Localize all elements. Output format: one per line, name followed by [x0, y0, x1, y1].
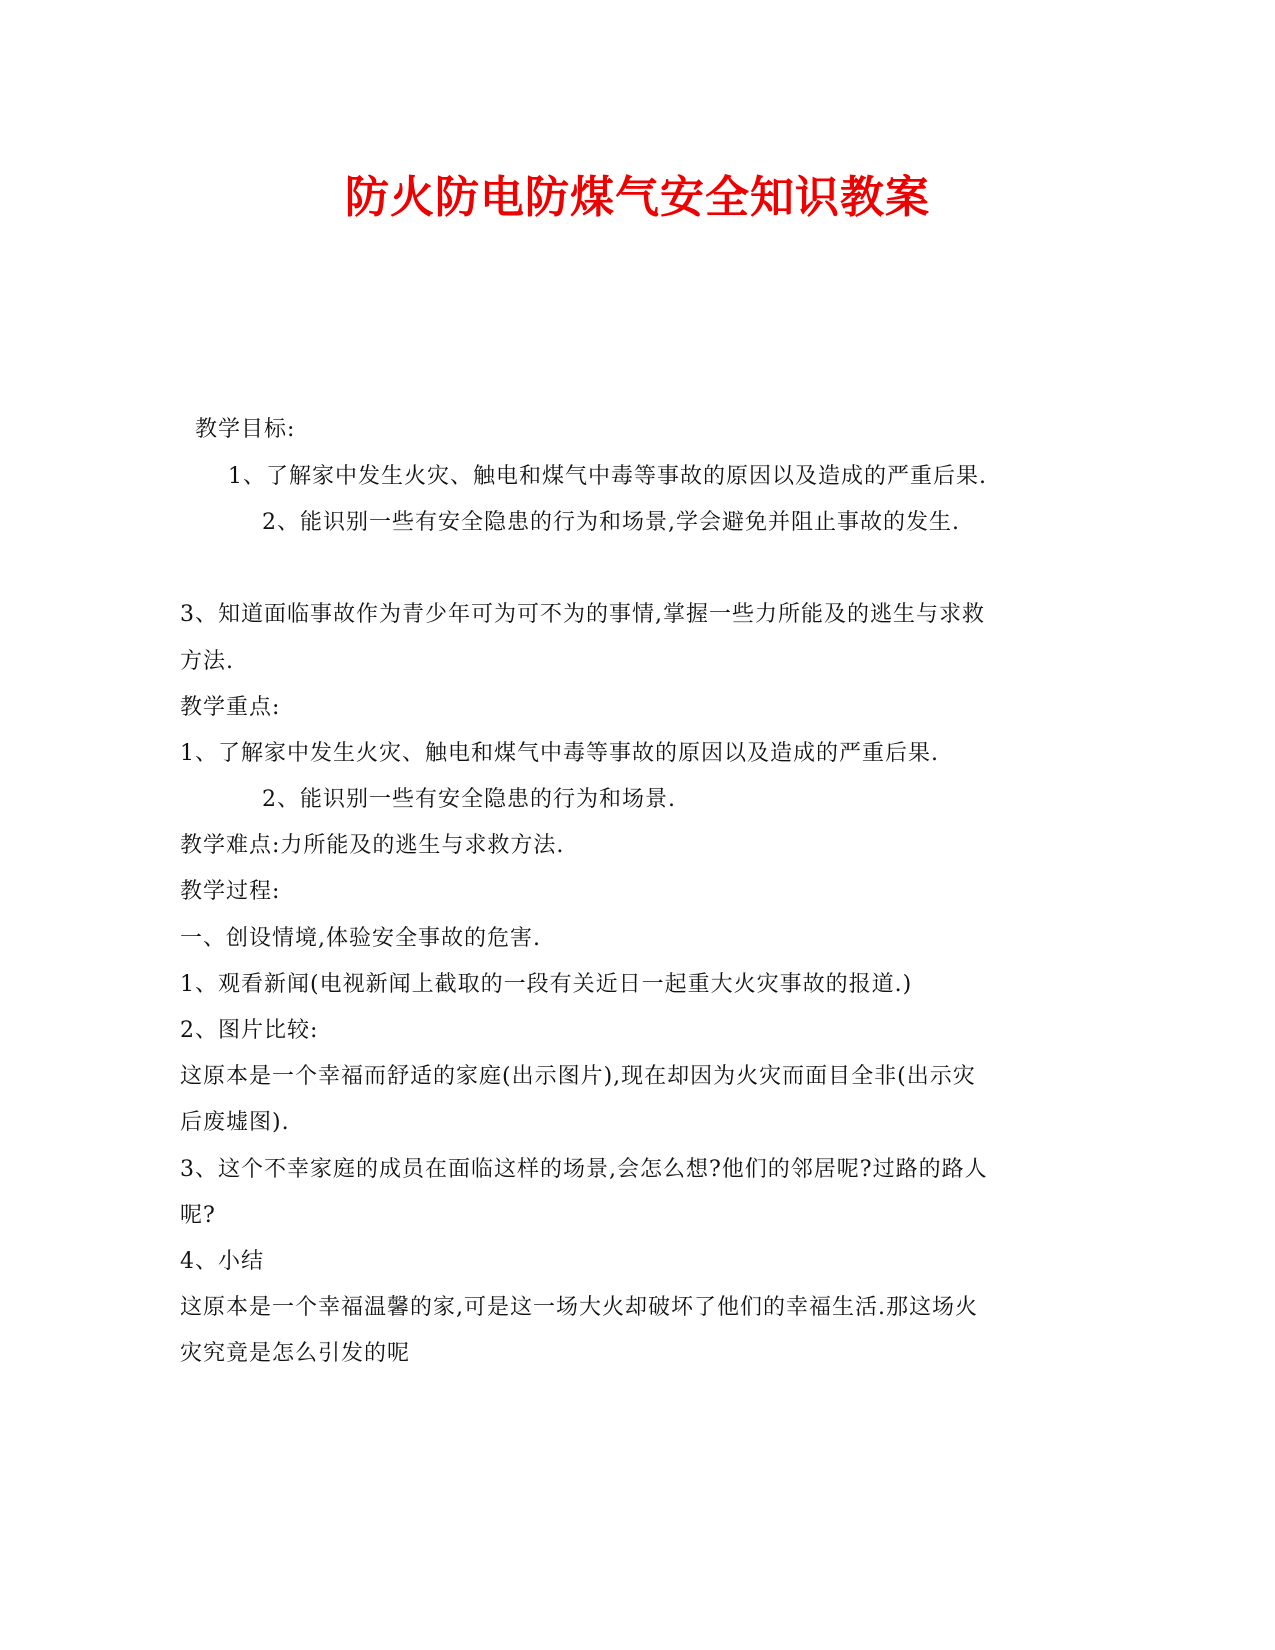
- key-point-item-2: 2、能识别一些有安全隐患的行为和场景.: [262, 787, 676, 812]
- process-step-4: 4、小结: [180, 1249, 264, 1274]
- process-paragraph-1-cont: 后废墟图).: [180, 1110, 290, 1135]
- heading-key-points: 教学重点:: [180, 695, 281, 720]
- process-step-3-cont: 呢?: [180, 1203, 216, 1228]
- process-step-3: 3、这个不幸家庭的成员在面临这样的场景,会怎么想?他们的邻居呢?过路的路人: [180, 1157, 988, 1182]
- objective-item-2: 2、能识别一些有安全隐患的行为和场景,学会避免并阻止事故的发生.: [262, 510, 960, 535]
- key-point-item-1: 1、了解家中发生火灾、触电和煤气中毒等事故的原因以及造成的严重后果.: [180, 741, 939, 766]
- process-paragraph-1: 这原本是一个幸福而舒适的家庭(出示图片),现在却因为火灾而面目全非(出示灾: [180, 1064, 976, 1089]
- process-section-1: 一、创设情境,体验安全事故的危害.: [180, 926, 541, 951]
- objective-item-1: 1、了解家中发生火灾、触电和煤气中毒等事故的原因以及造成的严重后果.: [228, 464, 987, 489]
- objective-item-3-cont: 方法.: [180, 649, 234, 674]
- document-title: 防火防电防煤气安全知识教案: [345, 172, 930, 223]
- heading-teaching-objectives: 教学目标:: [195, 417, 296, 442]
- heading-teaching-process: 教学过程:: [180, 879, 281, 904]
- objective-item-3: 3、知道面临事故作为青少年可为可不为的事情,掌握一些力所能及的逃生与求救: [180, 602, 985, 627]
- summary-paragraph-cont: 灾究竟是怎么引发的呢: [180, 1341, 411, 1366]
- summary-paragraph: 这原本是一个幸福温馨的家,可是这一场大火却破坏了他们的幸福生活.那这场火: [180, 1295, 978, 1320]
- difficult-points: 教学难点:力所能及的逃生与求救方法.: [180, 833, 565, 858]
- process-step-1: 1、观看新闻(电视新闻上截取的一段有关近日一起重大火灾事故的报道.): [180, 972, 913, 997]
- process-step-2: 2、图片比较:: [180, 1018, 319, 1043]
